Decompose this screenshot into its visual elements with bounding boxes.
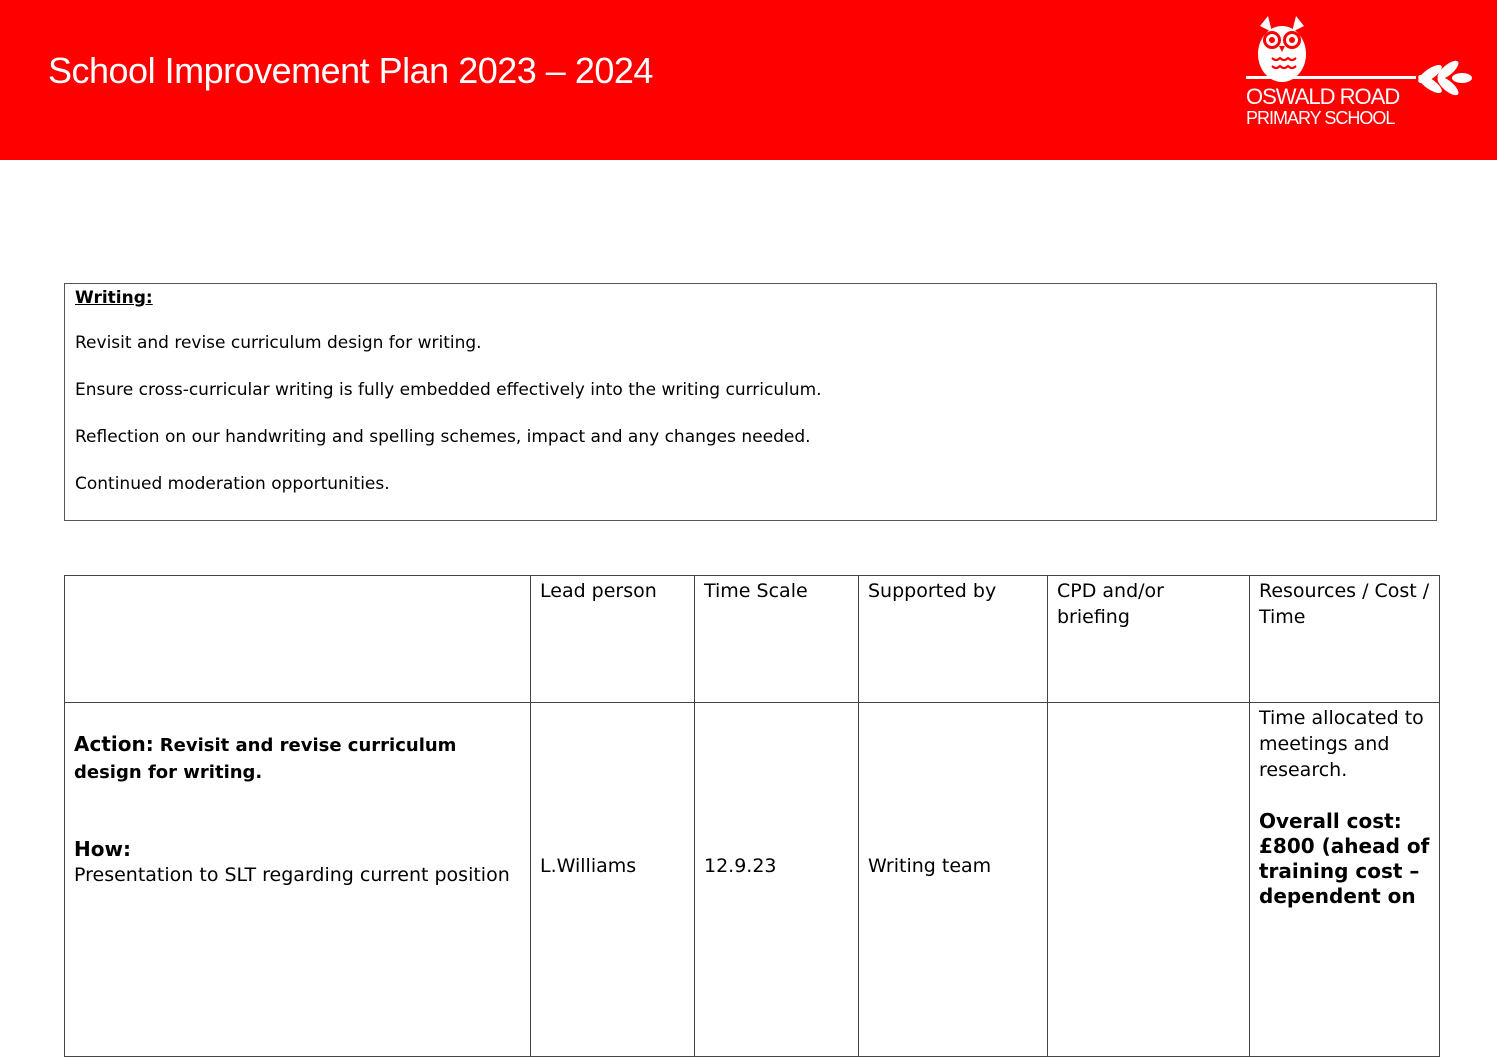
- table-header-row: [65, 576, 1440, 703]
- action-cell: [65, 703, 531, 1057]
- summary-line: Continued moderation opportunities.: [75, 474, 390, 494]
- action-label: Action:: [74, 732, 154, 756]
- logo-school-name: OSWALD ROAD: [1246, 84, 1400, 109]
- logo-school-type: PRIMARY SCHOOL: [1246, 108, 1395, 128]
- how-text: Presentation to SLT regarding current position: [74, 864, 510, 886]
- overall-cost: Overall cost: £800 (ahead of training cost – dependent on: [1259, 809, 1430, 908]
- resources-cell: [1250, 703, 1440, 1057]
- page-title: School Improvement Plan 2023 – 2024: [48, 50, 653, 91]
- summary-line: Ensure cross-curricular writing is fully embedded effectively into the writing curriculum.: [75, 380, 822, 400]
- header-supported-by: Supported by: [859, 576, 1048, 703]
- summary-line: Reflection on our handwriting and spelling schemes, impact and any changes needed.: [75, 427, 811, 447]
- header-time-scale: Time Scale: [695, 576, 859, 703]
- resources-note: Time allocated to meetings and research.: [1259, 707, 1424, 781]
- writing-summary-box: [64, 283, 1437, 521]
- school-logo: [1240, 14, 1480, 134]
- action-text: Revisit and revise curriculum design for writing.: [74, 735, 457, 783]
- supported-by-cell: Writing team: [859, 703, 1048, 1057]
- cpd-cell: [1048, 703, 1250, 1057]
- header-banner: [0, 0, 1497, 160]
- header-lead-person: Lead person: [531, 576, 695, 703]
- header-resources: Resources / Cost / Time: [1250, 576, 1440, 703]
- action-line: [74, 731, 521, 786]
- lead-person-cell: L.Williams: [531, 703, 695, 1057]
- header-cpd: CPD and/or briefing: [1048, 576, 1250, 703]
- time-scale-cell: 12.9.23: [695, 703, 859, 1057]
- action-plan-table: [64, 575, 1440, 1057]
- how-label: How:: [74, 837, 131, 861]
- header-action: [65, 576, 531, 703]
- writing-heading: Writing:: [75, 288, 153, 308]
- table-row: [65, 703, 1440, 1057]
- summary-line: Revisit and revise curriculum design for writing.: [75, 333, 482, 353]
